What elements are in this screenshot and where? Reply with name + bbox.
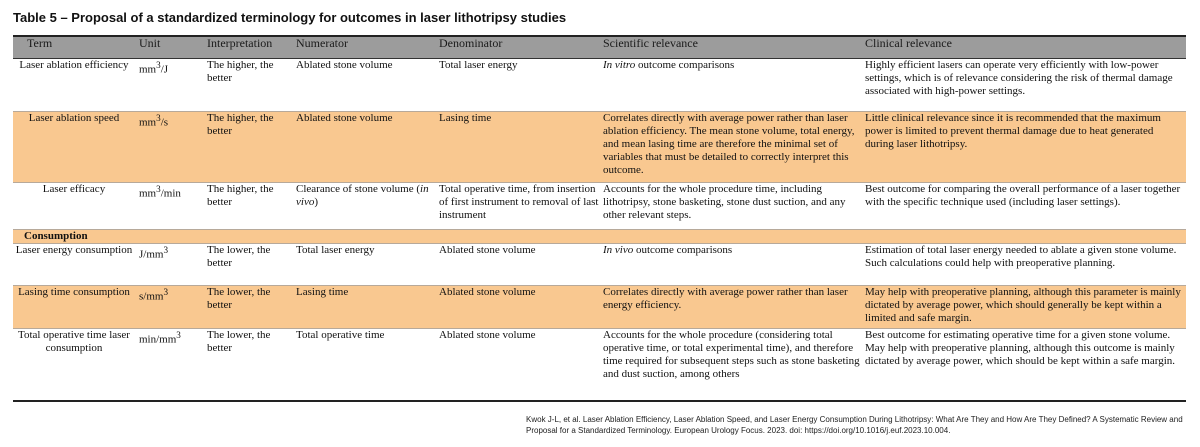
term-cell: Lasing time consumption bbox=[13, 286, 139, 329]
clinical-relevance-cell: Best outcome for comparing the overall performance of a laser together with the specific technique used (including laser settings). bbox=[865, 183, 1186, 230]
header-scientific-relevance: Scientific relevance bbox=[603, 36, 865, 59]
denominator-cell: Ablated stone volume bbox=[439, 286, 603, 329]
header-denominator: Denominator bbox=[439, 36, 603, 59]
clinical-relevance-cell: Little clinical relevance since it is recommended that the maximum power is limited to prevent thermal damage due to heat generated during laser lithotripsy. bbox=[865, 112, 1186, 183]
numerator-cell: Total operative time bbox=[296, 329, 439, 401]
table-row bbox=[13, 244, 1186, 286]
denominator-cell: Ablated stone volume bbox=[439, 329, 603, 401]
table-title: Table 5 – Proposal of a standardized terminology for outcomes in laser lithotripsy studies bbox=[13, 10, 567, 25]
unit-cell: $\min/mm^3$ bbox=[139, 329, 207, 401]
clinical-relevance-cell: Best outcome for estimating operative time for a given stone volume. May help with preoperative planning, although this outcome is mainly dictated by average power, which should be kept within a safe margin. bbox=[865, 329, 1186, 401]
term-cell: Laser energy consumption bbox=[13, 244, 139, 286]
unit-cell: $s/mm^3$ bbox=[139, 286, 207, 329]
header-numerator: Numerator bbox=[296, 36, 439, 59]
numerator-cell: Ablated stone volume bbox=[296, 112, 439, 183]
header-row bbox=[13, 36, 1186, 59]
header-interpretation: Interpretation bbox=[207, 36, 296, 59]
numerator-cell: Total laser energy bbox=[296, 244, 439, 286]
term-cell: Laser efficacy bbox=[13, 183, 139, 230]
interpretation-cell: The higher, the better bbox=[207, 59, 296, 112]
clinical-relevance-cell: May help with preoperative planning, although this parameter is mainly dictated by average power, which should generally be kept within a limited and safe margin. bbox=[865, 286, 1186, 329]
header-clinical-relevance: Clinical relevance bbox=[865, 36, 1186, 59]
interpretation-cell: The lower, the better bbox=[207, 329, 296, 401]
section-label: Consumption bbox=[13, 230, 1186, 244]
section-row-consumption bbox=[13, 230, 1186, 244]
scientific-relevance-cell: Correlates directly with average power rather than laser ablation efficiency. The mean stone volume, total energy, and mean lasing time are therefore the minimal set of variables that must be detailed to correctly interpret this outcome. bbox=[603, 112, 865, 183]
scientific-relevance-cell: Correlates directly with average power rather than laser energy efficiency. bbox=[603, 286, 865, 329]
unit-cell: $mm^3/s$ bbox=[139, 112, 207, 183]
table-row bbox=[13, 286, 1186, 329]
table-row bbox=[13, 59, 1186, 112]
term-cell: Laser ablation efficiency bbox=[13, 59, 139, 112]
term-cell: Total operative time laser consumption bbox=[13, 329, 139, 401]
numerator-cell: Clearance of stone volume (in vivo) bbox=[296, 183, 439, 230]
denominator-cell: Total operative time, from insertion of first instrument to removal of last instrument bbox=[439, 183, 603, 230]
clinical-relevance-cell: Estimation of total laser energy needed to ablate a given stone volume. Such calculations could help with preoperative planning. bbox=[865, 244, 1186, 286]
term-cell: Laser ablation speed bbox=[13, 112, 139, 183]
unit-cell: $mm^3/J$ bbox=[139, 59, 207, 112]
numerator-cell: Lasing time bbox=[296, 286, 439, 329]
scientific-relevance-cell: In vitro outcome comparisons bbox=[603, 59, 865, 112]
interpretation-cell: The higher, the better bbox=[207, 112, 296, 183]
scientific-relevance-cell: In vivo outcome comparisons bbox=[603, 244, 865, 286]
header-term: Term bbox=[13, 36, 139, 59]
clinical-relevance-cell: Highly efficient lasers can operate very efficiently with low-power settings, which is of relevance considering the risk of thermal damage associated with high-power settings. bbox=[865, 59, 1186, 112]
numerator-cell: Ablated stone volume bbox=[296, 59, 439, 112]
denominator-cell: Total laser energy bbox=[439, 59, 603, 112]
header-unit: Unit bbox=[139, 36, 207, 59]
unit-cell: $J/mm^3$ bbox=[139, 244, 207, 286]
citation-text: Kwok J-L, et al. Laser Ablation Efficiency, Laser Ablation Speed, and Laser Energy Consumption During Lithotripsy: What Are They and How Are They Defined? A Systematic Review and Proposal for a Standardized Terminology. European Urology Focus. 2023. doi: https://doi.org/10.1016/j.euf.2023.10.004. bbox=[526, 415, 1183, 435]
interpretation-cell: The higher, the better bbox=[207, 183, 296, 230]
denominator-cell: Lasing time bbox=[439, 112, 603, 183]
scientific-relevance-cell: Accounts for the whole procedure (considering total operative time, or total experimental time), and therefore time required for subsequent steps such as stone basketing and dust suction, among others bbox=[603, 329, 865, 401]
denominator-cell: Ablated stone volume bbox=[439, 244, 603, 286]
table-row bbox=[13, 112, 1186, 183]
table-row bbox=[13, 183, 1186, 230]
interpretation-cell: The lower, the better bbox=[207, 286, 296, 329]
scientific-relevance-cell: Accounts for the whole procedure time, including lithotripsy, stone basketing, stone dust suction, and any other relevant steps. bbox=[603, 183, 865, 230]
interpretation-cell: The lower, the better bbox=[207, 244, 296, 286]
table-row bbox=[13, 329, 1186, 401]
terminology-table bbox=[13, 35, 1186, 402]
unit-cell: $mm^3/\min$ bbox=[139, 183, 207, 230]
